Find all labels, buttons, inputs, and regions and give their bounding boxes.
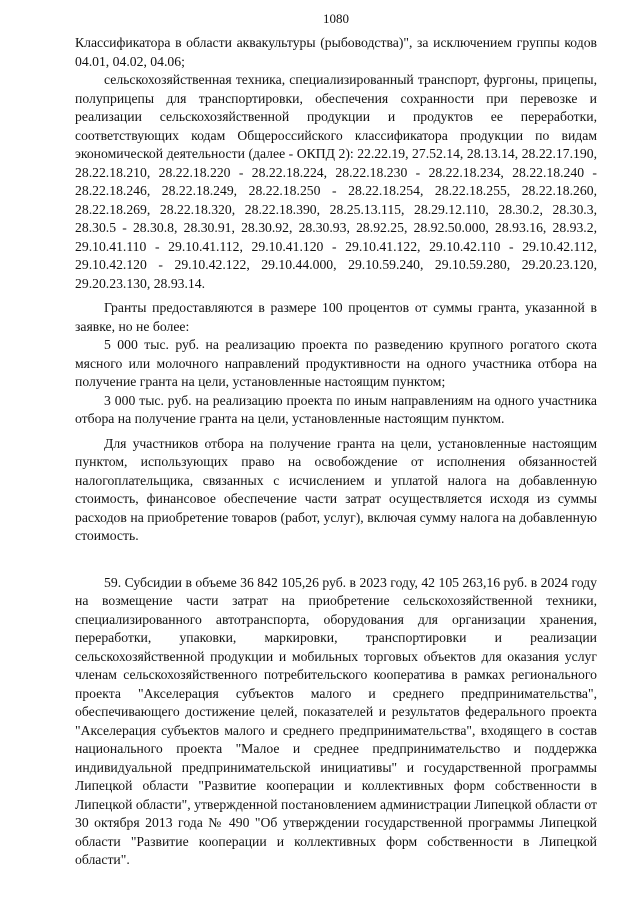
paragraph-grant-size: Гранты предоставляются в размере 100 процентов от суммы гранта, указанной в заявке, но не более: bbox=[75, 300, 597, 334]
section-gap bbox=[75, 546, 597, 574]
paragraph-agricultural-machinery: сельскохозяйственная техника, специализированный транспорт, фургоны, прицепы, полуприцепы для транспортировки, обеспечения сохранности при перевозке и реализации сельскохозяйственной продукции и продуктов ее переработки, соответствующих кодам Общероссийского классификатора продукции по видам экономической деятельности (далее - ОКПД 2): 22.22.19, 27.52.14, 28.13.14, 28.22.17.190, 28.22.18.210, 28.22.18.220 - 28.22.18.224, 28.22.18.230 - 28.22.18.234, 28.22.18.240 - 28.22.18.246, 28.22.18.249, 28.22.18.250 - 28.22.18.254, 28.22.18.255, 28.22.18.260, 28.22.18.269, 28.22.18.320, 28.22.18.390, 28.25.13.115, 28.29.12.110, 28.30.2, 28.30.3, 28.30.5 - 28.30.8, 28.30.91, 28.30.92, 28.30.93, 28.92.25, 28.92.50.000, 28.93.16, 28.93.2, 29.10.41.110 - 29.10.41.112, 29.10.41.120 - 29.10.41.122, 29.10.42.110 - 29.10.42.112, 29.10.42.120 - 29.10.42.122, 29.10.44.000, 29.10.59.240, 29.10.59.280, 29.20.23.120, 29.20.23.130, 28.93.14. bbox=[75, 72, 597, 291]
page-number: 1080 bbox=[323, 11, 349, 26]
paragraph-item-59: 59. Субсидии в объеме 36 842 105,26 руб. в 2023 году, 42 105 263,16 руб. в 2024 году на возмещение части затрат на приобретение сельскохозяйственной техники, специализированного автотранспорта, оборудования для организации хранения, переработки, упаковки, маркировки, транспортировки и реализации сельскохозяйственной продукции и мобильных торговых объектов для оказания услуг членам сельскохозяйственного потребительского кооператива в рамках регионального проекта "Акселерация субъектов малого и среднего предпринимательства", обеспечивающего достижение целей, показателей и результатов федерального проекта "Акселерация субъектов малого и среднего предпринимательства", входящего в состав национального проекта "Малое и среднее предпринимательство и поддержка индивидуальной предпринимательской инициативы" и государственной программы Липецкой области "Развитие кооперации и коллективных форм собственности в Липецкой области", утвержденной постановлением администрации Липецкой области от 30 октября 2013 года № 490 "Об утверждении государственной программы Липецкой области "Развитие кооперации и коллективных форм собственности в Липецкой области". bbox=[75, 574, 597, 867]
paragraph-classifier-continuation: Классификатора в области аквакультуры (рыбоводства)", за исключением группы кодов 04.01, 04.02, 04.06; bbox=[75, 35, 597, 69]
paragraph-vat-exemption: Для участников отбора на получение гранта на цели, установленные настоящим пунктом, использующих право на освобождение от исполнения обязанностей налогоплательщика, связанных с исчислением и уплатой налога на добавленную стоимость, финансовое обеспечение части затрат осуществляется исходя из суммы расходов на приобретение товаров (работ, услуг), включая сумму налога на добавленную стоимость. bbox=[75, 435, 597, 543]
paragraph-grant-other: 3 000 тыс. руб. на реализацию проекта по иным направлениям на одного участника отбора на получение гранта на цели, установленные настоящим пунктом. bbox=[75, 392, 597, 426]
paragraph-grant-cattle: 5 000 тыс. руб. на реализацию проекта по разведению крупного рогатого скота мясного или молочного направлений продуктивности на одного участника отбора на получение гранта на цели, установленные настоящим пунктом; bbox=[75, 337, 597, 389]
